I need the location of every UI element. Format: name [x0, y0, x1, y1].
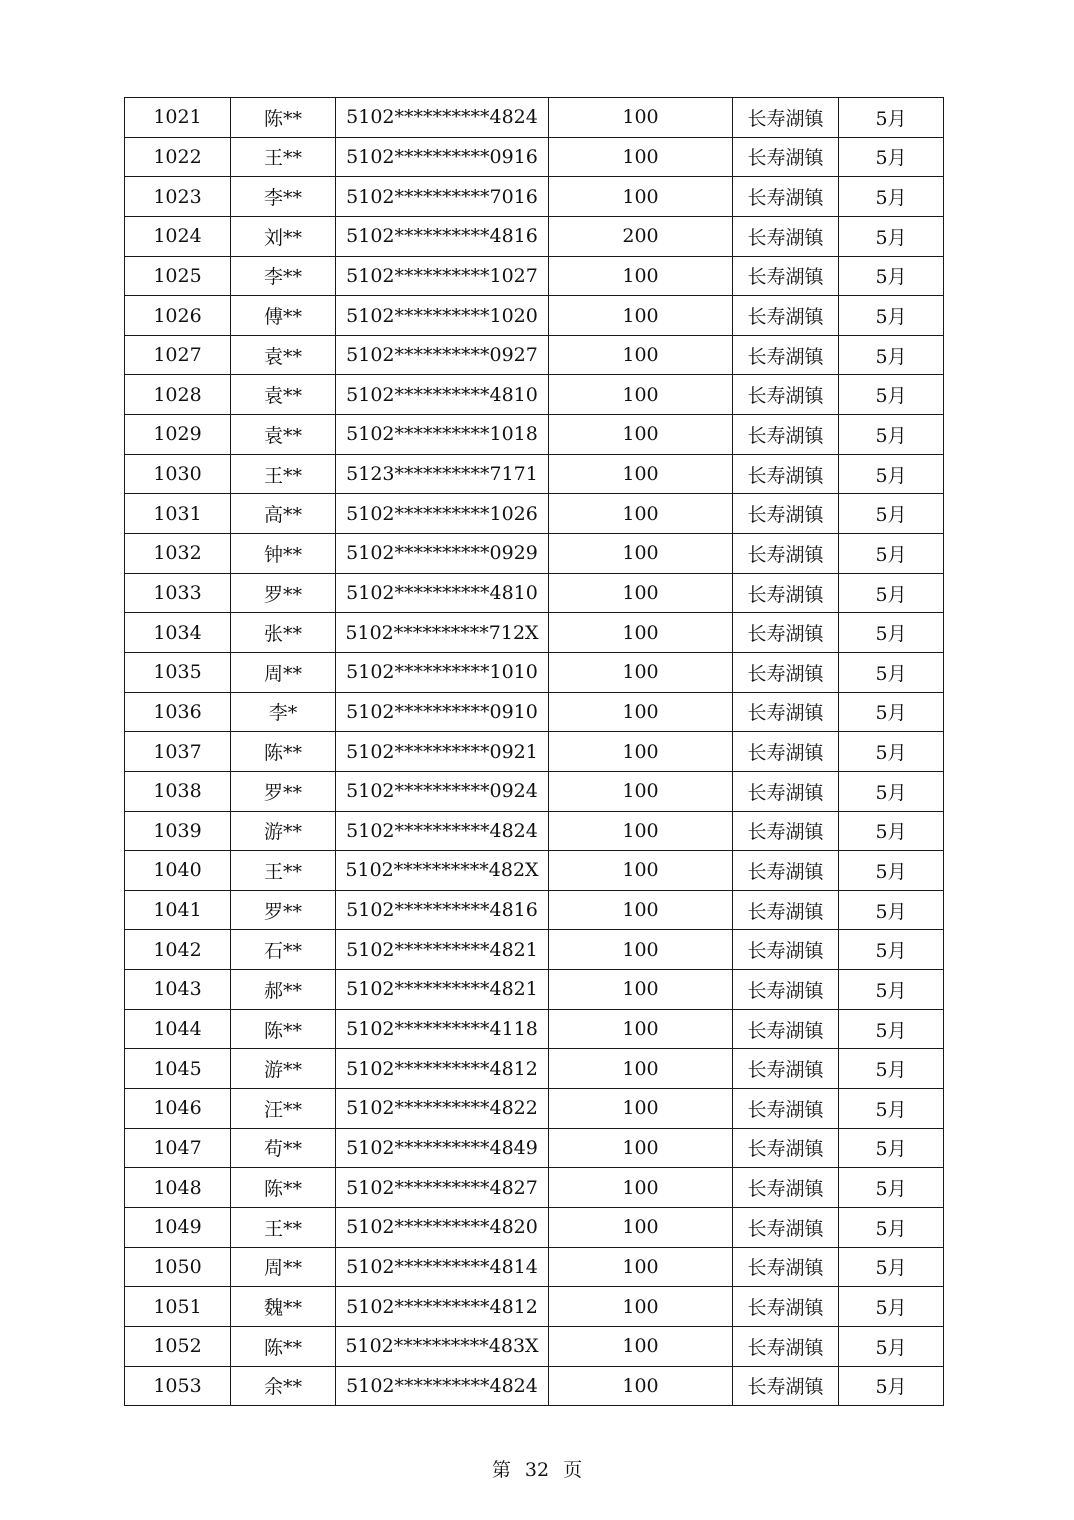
name-cell: 陈** — [231, 732, 336, 772]
town-cell: 长寿湖镇 — [733, 534, 839, 574]
table-row — [125, 771, 944, 811]
name-cell: 余** — [231, 1366, 336, 1406]
name-cell: 游** — [231, 1049, 336, 1089]
row-number-cell: 1025 — [125, 256, 231, 296]
table-row — [125, 890, 944, 930]
amount-cell: 100 — [549, 1168, 733, 1208]
month-cell: 5月 — [839, 454, 944, 494]
month-cell: 5月 — [839, 732, 944, 772]
name-cell: 陈** — [231, 1009, 336, 1049]
amount-cell: 100 — [549, 98, 733, 138]
page-footer — [0, 1455, 1074, 1482]
id-number-cell: 5102**********0927 — [336, 335, 549, 375]
id-number-cell: 5102**********4820 — [336, 1207, 549, 1247]
row-number-cell: 1028 — [125, 375, 231, 415]
name-cell: 袁** — [231, 415, 336, 455]
month-cell: 5月 — [839, 811, 944, 851]
name-cell: 袁** — [231, 335, 336, 375]
id-number-cell: 5102**********4824 — [336, 98, 549, 138]
id-number-cell: 5102**********4849 — [336, 1128, 549, 1168]
town-cell: 长寿湖镇 — [733, 1009, 839, 1049]
amount-cell: 100 — [549, 494, 733, 534]
row-number-cell: 1022 — [125, 137, 231, 177]
town-cell: 长寿湖镇 — [733, 335, 839, 375]
town-cell: 长寿湖镇 — [733, 1049, 839, 1089]
id-number-cell: 5102**********4816 — [336, 890, 549, 930]
table-row — [125, 732, 944, 772]
amount-cell: 100 — [549, 137, 733, 177]
town-cell: 长寿湖镇 — [733, 890, 839, 930]
month-cell: 5月 — [839, 1128, 944, 1168]
id-number-cell: 5102**********1020 — [336, 296, 549, 336]
town-cell: 长寿湖镇 — [733, 415, 839, 455]
id-number-cell: 5102**********4812 — [336, 1287, 549, 1327]
roster-body — [125, 98, 944, 1406]
amount-cell: 100 — [549, 573, 733, 613]
table-row — [125, 375, 944, 415]
table-row — [125, 216, 944, 256]
town-cell: 长寿湖镇 — [733, 1207, 839, 1247]
month-cell: 5月 — [839, 415, 944, 455]
town-cell: 长寿湖镇 — [733, 613, 839, 653]
id-number-cell: 5102**********4821 — [336, 930, 549, 970]
town-cell: 长寿湖镇 — [733, 1247, 839, 1287]
month-cell: 5月 — [839, 1207, 944, 1247]
id-number-cell: 5102**********483X — [336, 1326, 549, 1366]
amount-cell: 100 — [549, 1287, 733, 1327]
amount-cell: 100 — [549, 613, 733, 653]
month-cell: 5月 — [839, 137, 944, 177]
table-row — [125, 811, 944, 851]
row-number-cell: 1052 — [125, 1326, 231, 1366]
month-cell: 5月 — [839, 692, 944, 732]
id-number-cell: 5102**********4824 — [336, 811, 549, 851]
table-row — [125, 652, 944, 692]
row-number-cell: 1051 — [125, 1287, 231, 1327]
row-number-cell: 1045 — [125, 1049, 231, 1089]
name-cell: 王** — [231, 137, 336, 177]
id-number-cell: 5102**********4810 — [336, 375, 549, 415]
row-number-cell: 1023 — [125, 177, 231, 217]
row-number-cell: 1032 — [125, 534, 231, 574]
id-number-cell: 5102**********7016 — [336, 177, 549, 217]
amount-cell: 100 — [549, 970, 733, 1010]
amount-cell: 100 — [549, 415, 733, 455]
amount-cell: 100 — [549, 652, 733, 692]
name-cell: 傅** — [231, 296, 336, 336]
amount-cell: 100 — [549, 1128, 733, 1168]
amount-cell: 100 — [549, 1089, 733, 1129]
amount-cell: 100 — [549, 375, 733, 415]
month-cell: 5月 — [839, 613, 944, 653]
row-number-cell: 1050 — [125, 1247, 231, 1287]
amount-cell: 100 — [549, 335, 733, 375]
name-cell: 陈** — [231, 98, 336, 138]
name-cell: 郝** — [231, 970, 336, 1010]
month-cell: 5月 — [839, 1168, 944, 1208]
town-cell: 长寿湖镇 — [733, 1287, 839, 1327]
table-row — [125, 296, 944, 336]
row-number-cell: 1053 — [125, 1366, 231, 1406]
amount-cell: 100 — [549, 811, 733, 851]
table-row — [125, 1247, 944, 1287]
name-cell: 魏** — [231, 1287, 336, 1327]
town-cell: 长寿湖镇 — [733, 692, 839, 732]
row-number-cell: 1026 — [125, 296, 231, 336]
row-number-cell: 1046 — [125, 1089, 231, 1129]
name-cell: 张** — [231, 613, 336, 653]
table-row — [125, 177, 944, 217]
table-row — [125, 970, 944, 1010]
amount-cell: 100 — [549, 732, 733, 772]
month-cell: 5月 — [839, 296, 944, 336]
name-cell: 陈** — [231, 1326, 336, 1366]
table-row — [125, 1009, 944, 1049]
month-cell: 5月 — [839, 1247, 944, 1287]
month-cell: 5月 — [839, 216, 944, 256]
amount-cell: 100 — [549, 890, 733, 930]
month-cell: 5月 — [839, 970, 944, 1010]
row-number-cell: 1030 — [125, 454, 231, 494]
id-number-cell: 5102**********482X — [336, 851, 549, 891]
amount-cell: 100 — [549, 296, 733, 336]
table-row — [125, 1089, 944, 1129]
town-cell: 长寿湖镇 — [733, 851, 839, 891]
footer-prefix: 第 — [491, 1459, 511, 1481]
town-cell: 长寿湖镇 — [733, 1326, 839, 1366]
town-cell: 长寿湖镇 — [733, 652, 839, 692]
name-cell: 石** — [231, 930, 336, 970]
town-cell: 长寿湖镇 — [733, 732, 839, 772]
name-cell: 周** — [231, 652, 336, 692]
month-cell: 5月 — [839, 1089, 944, 1129]
table-row — [125, 1168, 944, 1208]
table-row — [125, 1049, 944, 1089]
month-cell: 5月 — [839, 534, 944, 574]
table-row — [125, 573, 944, 613]
town-cell: 长寿湖镇 — [733, 970, 839, 1010]
town-cell: 长寿湖镇 — [733, 811, 839, 851]
id-number-cell: 5102**********4821 — [336, 970, 549, 1010]
town-cell: 长寿湖镇 — [733, 1168, 839, 1208]
subsidy-roster-table — [124, 97, 944, 1406]
id-number-cell: 5123**********7171 — [336, 454, 549, 494]
month-cell: 5月 — [839, 1049, 944, 1089]
name-cell: 李* — [231, 692, 336, 732]
town-cell: 长寿湖镇 — [733, 256, 839, 296]
month-cell: 5月 — [839, 98, 944, 138]
amount-cell: 100 — [549, 1009, 733, 1049]
town-cell: 长寿湖镇 — [733, 1089, 839, 1129]
id-number-cell: 5102**********4812 — [336, 1049, 549, 1089]
table-row — [125, 494, 944, 534]
id-number-cell: 5102**********712X — [336, 613, 549, 653]
month-cell: 5月 — [839, 1366, 944, 1406]
town-cell: 长寿湖镇 — [733, 137, 839, 177]
id-number-cell: 5102**********0924 — [336, 771, 549, 811]
month-cell: 5月 — [839, 1287, 944, 1327]
town-cell: 长寿湖镇 — [733, 296, 839, 336]
footer-suffix: 页 — [563, 1459, 583, 1481]
row-number-cell: 1042 — [125, 930, 231, 970]
month-cell: 5月 — [839, 256, 944, 296]
amount-cell: 100 — [549, 1049, 733, 1089]
amount-cell: 100 — [549, 1247, 733, 1287]
id-number-cell: 5102**********4822 — [336, 1089, 549, 1129]
name-cell: 苟** — [231, 1128, 336, 1168]
amount-cell: 100 — [549, 534, 733, 574]
row-number-cell: 1044 — [125, 1009, 231, 1049]
month-cell: 5月 — [839, 1009, 944, 1049]
id-number-cell: 5102**********0916 — [336, 137, 549, 177]
row-number-cell: 1031 — [125, 494, 231, 534]
town-cell: 长寿湖镇 — [733, 375, 839, 415]
month-cell: 5月 — [839, 494, 944, 534]
table-row — [125, 454, 944, 494]
month-cell: 5月 — [839, 930, 944, 970]
row-number-cell: 1024 — [125, 216, 231, 256]
name-cell: 罗** — [231, 573, 336, 613]
town-cell: 长寿湖镇 — [733, 771, 839, 811]
name-cell: 游** — [231, 811, 336, 851]
month-cell: 5月 — [839, 890, 944, 930]
row-number-cell: 1048 — [125, 1168, 231, 1208]
table-row — [125, 98, 944, 138]
amount-cell: 100 — [549, 771, 733, 811]
id-number-cell: 5102**********1027 — [336, 256, 549, 296]
table-row — [125, 1207, 944, 1247]
name-cell: 高** — [231, 494, 336, 534]
id-number-cell: 5102**********4824 — [336, 1366, 549, 1406]
town-cell: 长寿湖镇 — [733, 494, 839, 534]
id-number-cell: 5102**********0929 — [336, 534, 549, 574]
month-cell: 5月 — [839, 177, 944, 217]
row-number-cell: 1038 — [125, 771, 231, 811]
table-row — [125, 1366, 944, 1406]
amount-cell: 100 — [549, 454, 733, 494]
table-row — [125, 851, 944, 891]
month-cell: 5月 — [839, 851, 944, 891]
town-cell: 长寿湖镇 — [733, 177, 839, 217]
town-cell: 长寿湖镇 — [733, 216, 839, 256]
row-number-cell: 1033 — [125, 573, 231, 613]
table-row — [125, 335, 944, 375]
table-row — [125, 692, 944, 732]
name-cell: 钟** — [231, 534, 336, 574]
row-number-cell: 1043 — [125, 970, 231, 1010]
name-cell: 汪** — [231, 1089, 336, 1129]
month-cell: 5月 — [839, 771, 944, 811]
id-number-cell: 5102**********4827 — [336, 1168, 549, 1208]
name-cell: 罗** — [231, 771, 336, 811]
table-row — [125, 613, 944, 653]
id-number-cell: 5102**********4814 — [336, 1247, 549, 1287]
town-cell: 长寿湖镇 — [733, 930, 839, 970]
amount-cell: 100 — [549, 256, 733, 296]
table-row — [125, 1128, 944, 1168]
month-cell: 5月 — [839, 652, 944, 692]
amount-cell: 100 — [549, 1366, 733, 1406]
table-row — [125, 415, 944, 455]
id-number-cell: 5102**********1018 — [336, 415, 549, 455]
amount-cell: 100 — [549, 1326, 733, 1366]
row-number-cell: 1034 — [125, 613, 231, 653]
table-row — [125, 1326, 944, 1366]
row-number-cell: 1040 — [125, 851, 231, 891]
id-number-cell: 5102**********0910 — [336, 692, 549, 732]
row-number-cell: 1037 — [125, 732, 231, 772]
id-number-cell: 5102**********1010 — [336, 652, 549, 692]
month-cell: 5月 — [839, 573, 944, 613]
name-cell: 陈** — [231, 1168, 336, 1208]
row-number-cell: 1049 — [125, 1207, 231, 1247]
row-number-cell: 1036 — [125, 692, 231, 732]
row-number-cell: 1041 — [125, 890, 231, 930]
table-row — [125, 534, 944, 574]
table-row — [125, 256, 944, 296]
month-cell: 5月 — [839, 1326, 944, 1366]
month-cell: 5月 — [839, 375, 944, 415]
table-row — [125, 137, 944, 177]
row-number-cell: 1027 — [125, 335, 231, 375]
name-cell: 王** — [231, 454, 336, 494]
name-cell: 李** — [231, 177, 336, 217]
page-number: 32 — [524, 1459, 550, 1481]
amount-cell: 100 — [549, 1207, 733, 1247]
row-number-cell: 1029 — [125, 415, 231, 455]
amount-cell: 100 — [549, 692, 733, 732]
name-cell: 周** — [231, 1247, 336, 1287]
amount-cell: 100 — [549, 930, 733, 970]
town-cell: 长寿湖镇 — [733, 1366, 839, 1406]
id-number-cell: 5102**********0921 — [336, 732, 549, 772]
name-cell: 李** — [231, 256, 336, 296]
month-cell: 5月 — [839, 335, 944, 375]
amount-cell: 200 — [549, 216, 733, 256]
town-cell: 长寿湖镇 — [733, 454, 839, 494]
name-cell: 罗** — [231, 890, 336, 930]
name-cell: 刘** — [231, 216, 336, 256]
row-number-cell: 1035 — [125, 652, 231, 692]
name-cell: 王** — [231, 1207, 336, 1247]
town-cell: 长寿湖镇 — [733, 98, 839, 138]
row-number-cell: 1047 — [125, 1128, 231, 1168]
town-cell: 长寿湖镇 — [733, 573, 839, 613]
id-number-cell: 5102**********4816 — [336, 216, 549, 256]
name-cell: 袁** — [231, 375, 336, 415]
id-number-cell: 5102**********4810 — [336, 573, 549, 613]
row-number-cell: 1039 — [125, 811, 231, 851]
id-number-cell: 5102**********4118 — [336, 1009, 549, 1049]
amount-cell: 100 — [549, 851, 733, 891]
row-number-cell: 1021 — [125, 98, 231, 138]
table-row — [125, 930, 944, 970]
amount-cell: 100 — [549, 177, 733, 217]
table-row — [125, 1287, 944, 1327]
id-number-cell: 5102**********1026 — [336, 494, 549, 534]
name-cell: 王** — [231, 851, 336, 891]
town-cell: 长寿湖镇 — [733, 1128, 839, 1168]
